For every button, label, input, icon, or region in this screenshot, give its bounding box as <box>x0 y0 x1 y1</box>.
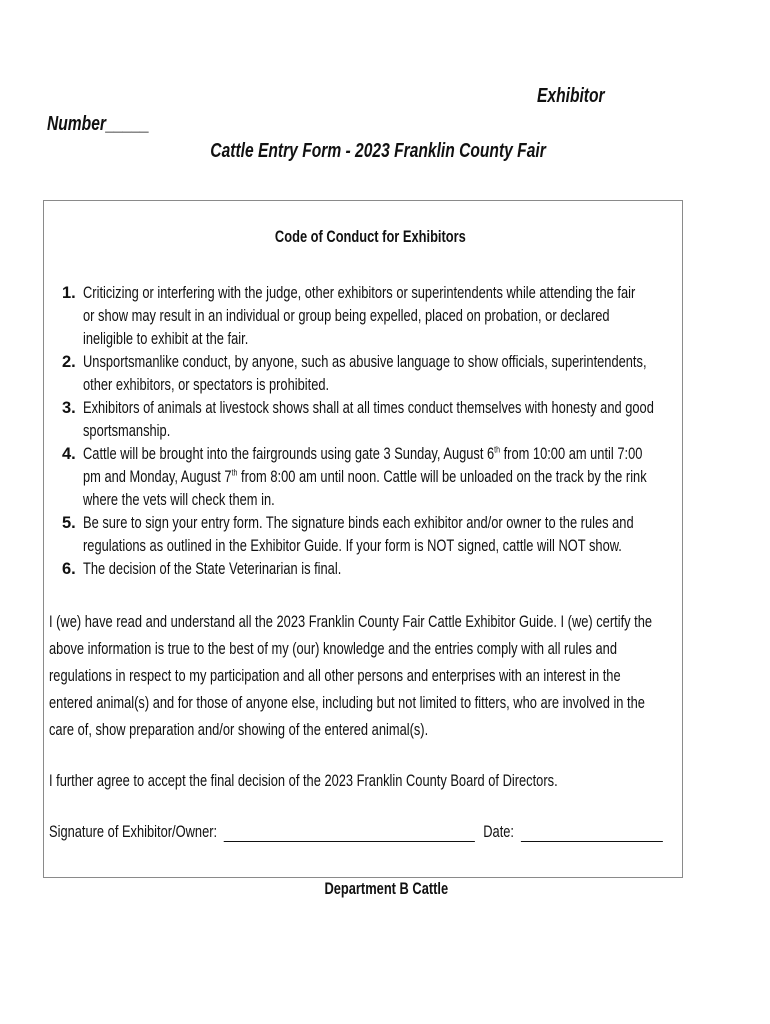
code-of-conduct-box <box>43 200 683 878</box>
conduct-rule-5: 5. Be sure to sign your entry form. The signature binds each exhibitor and/or owner to the rules and regulations as outlined in the Exhibitor Guide. If your form is NOT signed, cattle will NOT show. <box>62 514 634 555</box>
agreement-paragraph: I (we) have read and understand all the 2023 Franklin County Fair Cattle Exhibitor Guide. I (we) certify the above information is true to the best of my (our) knowledge and the entries comply with all rules and regulations in respect to my participation and all other persons and enterprises with an interest in the entered animal(s) and for those of anyone else, including but not limited to fitters, who are involved in the care of, show preparation and/or showing of the entered animal(s). <box>49 613 653 739</box>
form-title: Cattle Entry Form - 2023 Franklin County Fair <box>210 140 547 162</box>
conduct-rule-2: 2. Unsportsmanlike conduct, by anyone, such as abusive language to show officials, superintendents, other exhibitors, or spectators is prohibited. <box>62 353 647 394</box>
date-line[interactable] <box>521 823 663 842</box>
department-label: Department B Cattle <box>324 880 448 898</box>
date-label: Date: <box>483 823 515 841</box>
conduct-rule-1: 1. Criticizing or interfering with the judge, other exhibitors or superintendents while attending the fair or show may result in an individual or group being expelled, placed on probation, or declared ineligible to exhibit at the fair. <box>62 284 636 348</box>
signature-line[interactable] <box>224 823 475 842</box>
code-of-conduct-heading: Code of Conduct for Exhibitors <box>275 228 466 246</box>
signature-label: Signature of Exhibitor/Owner: <box>49 823 218 841</box>
signature-row <box>49 823 663 842</box>
conduct-rules-list <box>62 282 682 581</box>
conduct-rule-3: 3. Exhibitors of animals at livestock shows shall at all times conduct themselves with honesty and good sportsmanship. <box>62 399 654 440</box>
conduct-rule-6: 6. The decision of the State Veterinarian is final. <box>62 560 342 578</box>
further-agreement-paragraph: I further agree to accept the final decision of the 2023 Franklin County Board of Directors. <box>49 772 558 790</box>
exhibitor-label: Exhibitor <box>537 85 605 107</box>
conduct-rule-4: 4. Cattle will be brought into the fairgrounds using gate 3 Sunday, August 6th from 10:00 am until 7:00 pm and Monday, August 7th from 8:00 am until noon. Cattle will be unloaded on the track by the rink where the vets will check them in. <box>62 444 647 509</box>
exhibitor-number-field[interactable]: Number_____ <box>47 113 150 135</box>
